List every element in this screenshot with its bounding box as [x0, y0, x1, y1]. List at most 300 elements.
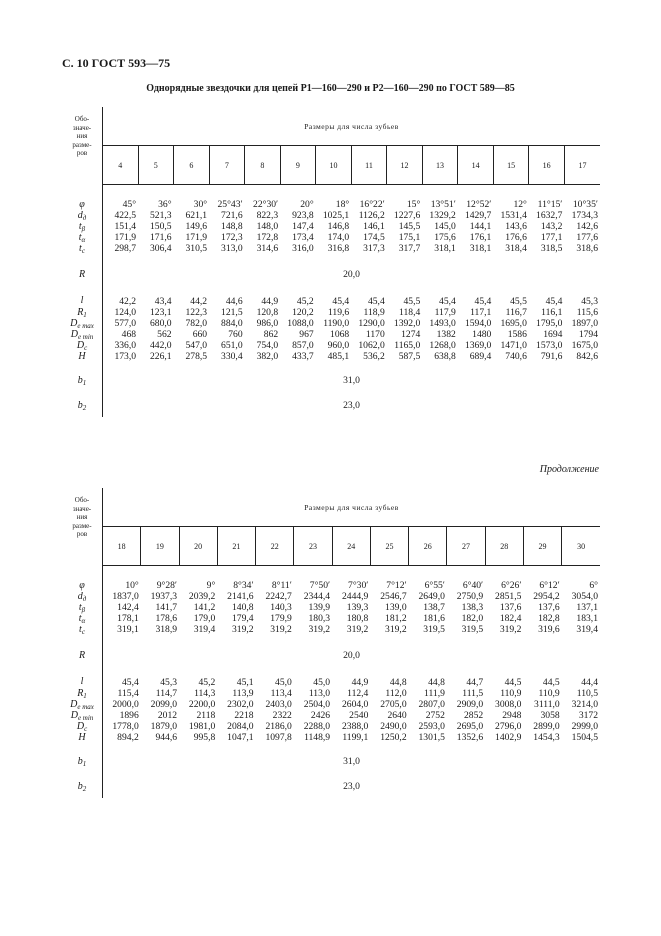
table-cell: 148,8: [221, 221, 243, 233]
table-cell: 44,7: [466, 676, 484, 688]
table-cell: 2504,0: [303, 698, 331, 710]
teeth-count-header: 22: [256, 527, 294, 566]
table-cell: 2851,5: [495, 591, 522, 603]
table-cell: 2186,0: [265, 720, 292, 732]
table-cell: 319,2: [308, 624, 331, 636]
table-cell: 174,0: [327, 232, 350, 244]
row-label: H: [62, 351, 103, 362]
table-cell: 2909,0: [456, 698, 484, 710]
table-cell: 122,3: [185, 306, 208, 318]
table-cell: 16°22′: [359, 199, 385, 211]
teeth-count-header: 12: [387, 146, 423, 185]
table-cell: 1274: [401, 328, 421, 340]
table-cell: 111,9: [424, 687, 445, 699]
row-label: φ: [62, 199, 103, 210]
table-cell: 3054,0: [571, 591, 598, 603]
table-cell: 118,9: [363, 306, 385, 318]
table-cell: 1981,0: [188, 720, 216, 732]
teeth-count-header: 10: [316, 146, 352, 185]
table-row: [62, 340, 600, 351]
table-row: [62, 710, 600, 721]
row-label: $R_1$: [62, 688, 103, 699]
teeth-count-header: 23: [294, 527, 332, 566]
table-row: [62, 613, 600, 624]
table-cell: 314,6: [256, 243, 279, 255]
table-cell: 44,2: [190, 295, 208, 307]
table-cell: 36°: [158, 199, 172, 211]
table-cell: 44,9: [261, 295, 279, 307]
row-label: φ: [62, 580, 103, 591]
table-cell: 140,8: [231, 602, 254, 614]
table-cell: 173,0: [114, 350, 137, 362]
table-cell: 117,1: [470, 306, 492, 318]
table-cell: 146,8: [327, 221, 350, 233]
table-cell: 2012: [157, 709, 178, 721]
table-cell: 894,2: [117, 731, 139, 743]
table-cell: 2242,7: [265, 591, 292, 603]
table-cell: 182,4: [499, 613, 522, 625]
spanning-value: 31,0: [343, 375, 360, 387]
table-row: [62, 732, 600, 743]
table-cell: 182,8: [538, 613, 560, 625]
table-row: [62, 243, 600, 254]
table-row: [62, 688, 600, 699]
table-cell: 6°40′: [462, 580, 484, 592]
table-cell: 147,4: [292, 221, 314, 233]
row-label: $b_2$: [62, 400, 103, 411]
table-cell: 110,9: [500, 687, 522, 699]
table-cell: 319,2: [499, 624, 522, 636]
table-cell: 2141,6: [227, 591, 254, 603]
table-row: [62, 318, 600, 329]
table-cell: 862: [263, 328, 279, 340]
table-cell: 149,6: [185, 221, 208, 233]
table-row: [62, 591, 600, 602]
table-cell: 44,8: [428, 676, 445, 688]
table-cell: 177,6: [576, 232, 598, 244]
table-cell: 120,8: [256, 306, 279, 318]
table-cell: 20°: [300, 199, 314, 211]
table-cell: 1504,5: [571, 731, 598, 743]
table-cell: 7°12′: [386, 580, 407, 592]
table-cell: 141,2: [193, 602, 216, 614]
table-cell: 318,9: [155, 624, 178, 636]
row-label: $b_1$: [62, 756, 103, 767]
teeth-count-header: 18: [103, 527, 141, 566]
table-cell: 319,2: [231, 624, 254, 636]
table-cell: 1329,2: [429, 210, 456, 222]
table-cell: 138,3: [461, 602, 484, 614]
table-cell: 1471,0: [500, 339, 527, 351]
row-label: $d_д$: [62, 591, 103, 602]
table-cell: 25°43′: [217, 199, 243, 211]
table-cell: 318,6: [576, 243, 598, 255]
table-cell: 310,5: [185, 243, 208, 255]
spanning-value: 20,0: [343, 269, 360, 281]
table-cell: 138,7: [423, 602, 445, 614]
table-cell: 171,9: [114, 232, 137, 244]
table-cell: 1896: [119, 709, 139, 721]
table-cell: 2000,0: [112, 698, 139, 710]
table-cell: 298,7: [114, 243, 137, 255]
table-cell: 44,5: [542, 676, 560, 688]
table-cell: 1573,0: [536, 339, 563, 351]
spanning-value: 23,0: [343, 781, 360, 793]
table-cell: 2752: [425, 709, 445, 721]
row-label: $t_с$: [62, 243, 103, 254]
table-cell: 2118: [196, 709, 216, 721]
table-cell: 1402,9: [495, 731, 522, 743]
table-row: [62, 232, 600, 243]
table-cell: 182,0: [461, 613, 484, 625]
table-cell: 1227,6: [393, 210, 421, 222]
table-cell: 117,9: [434, 306, 456, 318]
table-cell: 174,5: [363, 232, 385, 244]
table-cell: 45,4: [474, 295, 492, 307]
row-label: $D_с$: [62, 721, 103, 732]
table-cell: 45,4: [545, 295, 563, 307]
row-label: l: [62, 676, 103, 687]
table-row: [62, 781, 600, 792]
row-label: $R_1$: [62, 307, 103, 318]
table-cell: 12°: [513, 199, 527, 211]
table-cell: 1493,0: [429, 317, 456, 329]
table-cell: 782,0: [185, 317, 208, 329]
table-cell: 2899,0: [533, 720, 560, 732]
table-cell: 2604,0: [341, 698, 369, 710]
table-cell: 137,1: [576, 602, 598, 614]
table-cell: 116,7: [505, 306, 527, 318]
table-cell: 144,1: [469, 221, 492, 233]
table-cell: 6°12′: [539, 580, 560, 592]
table-row: [62, 650, 600, 661]
row-label: l: [62, 295, 103, 306]
table-title: Однорядные звездочки для цепей Р1—160—290 и Р2—160—290 по ГОСТ 589—85: [146, 83, 515, 94]
row-label: $d_д$: [62, 210, 103, 221]
table-cell: 172,8: [256, 232, 279, 244]
table-cell: 226,1: [149, 350, 172, 362]
table-cell: 150,5: [149, 221, 172, 233]
table-cell: 10°: [125, 580, 139, 592]
table-cell: 1794: [578, 328, 598, 340]
table-cell: 842,6: [576, 350, 598, 362]
table-cell: 45,2: [296, 295, 314, 307]
table-cell: 45,0: [313, 676, 331, 688]
table-cell: 319,2: [270, 624, 292, 636]
table-cell: 382,0: [256, 350, 279, 362]
table-cell: 7°50′: [309, 580, 331, 592]
table-cell: 180,8: [346, 613, 369, 625]
row-label: $t_\beta$: [62, 602, 103, 613]
table-row: [62, 400, 600, 411]
table-cell: 143,2: [540, 221, 563, 233]
table-cell: 142,4: [117, 602, 139, 614]
continuation-label: Продолжение: [539, 464, 599, 475]
table-cell: 1734,3: [571, 210, 598, 222]
table-cell: 44,8: [389, 676, 407, 688]
table-row: [62, 375, 600, 386]
table-cell: 2084,0: [227, 720, 254, 732]
table-cell: 316,0: [292, 243, 314, 255]
table-cell: 45,1: [236, 676, 254, 688]
table-cell: 857,0: [292, 339, 314, 351]
table-row: [62, 756, 600, 767]
table-cell: 45,2: [198, 676, 216, 688]
table-cell: 176,6: [505, 232, 527, 244]
table-cell: 986,0: [256, 317, 279, 329]
table-cell: 178,6: [155, 613, 178, 625]
teeth-count-header: 5: [138, 146, 174, 185]
table-cell: 2954,2: [533, 591, 560, 603]
row-label: $D_{е min}$: [62, 329, 103, 340]
table-cell: 175,6: [434, 232, 456, 244]
table-cell: 148,0: [256, 221, 279, 233]
table-cell: 562: [157, 328, 172, 340]
row-label: R: [62, 269, 103, 280]
table-cell: 6°: [589, 580, 598, 592]
table-cell: 547,0: [185, 339, 208, 351]
table-cell: 318,5: [540, 243, 563, 255]
table-cell: 44,5: [504, 676, 522, 688]
table-cell: 45,4: [121, 676, 139, 688]
table-cell: 1190,0: [323, 317, 350, 329]
teeth-count-header: 26: [409, 527, 447, 566]
table-row: [62, 295, 600, 306]
teeth-count-header: 19: [141, 527, 179, 566]
spanning-value: 23,0: [343, 400, 360, 412]
table-cell: 179,4: [231, 613, 254, 625]
table-cell: 2322: [272, 709, 292, 721]
table-cell: 43,4: [154, 295, 172, 307]
table-cell: 6°26′: [501, 580, 522, 592]
table-cell: 18°: [335, 199, 350, 211]
table-cell: 12°52′: [466, 199, 492, 211]
table-cell: 2750,9: [456, 591, 484, 603]
table-cell: 651,0: [221, 339, 243, 351]
row-label: $t_\beta$: [62, 221, 103, 232]
table-cell: 114,3: [194, 687, 216, 699]
teeth-count-header: 13: [422, 146, 458, 185]
table-cell: 2444,9: [341, 591, 369, 603]
table-cell: 1937,3: [150, 591, 178, 603]
table-cell: 15°: [406, 199, 421, 211]
table-cell: 176,1: [469, 232, 492, 244]
row-label: R: [62, 650, 103, 661]
teeth-count-header: 11: [351, 146, 387, 185]
table-cell: 7°30′: [348, 580, 369, 592]
table-cell: 121,5: [221, 306, 243, 318]
table-cell: 638,8: [434, 350, 456, 362]
table-cell: 278,5: [185, 350, 208, 362]
table-cell: 1879,0: [150, 720, 178, 732]
table-cell: 1632,7: [536, 210, 563, 222]
table-cell: 319,2: [385, 624, 407, 636]
table-cell: 689,4: [469, 350, 492, 362]
table-row: [62, 210, 600, 221]
table-cell: 44,9: [351, 676, 369, 688]
table-row: [62, 221, 600, 232]
table-cell: 139,3: [346, 602, 369, 614]
table-cell: 2999,0: [571, 720, 598, 732]
table-cell: 2200,0: [188, 698, 216, 710]
teeth-count-header: 9: [280, 146, 316, 185]
table-cell: 8°34′: [233, 580, 254, 592]
table-cell: 113,4: [270, 687, 292, 699]
table-cell: 30°: [193, 199, 208, 211]
teeth-count-header: 15: [493, 146, 529, 185]
table-cell: 316,8: [327, 243, 350, 255]
teeth-count-header: 21: [217, 527, 255, 566]
table-cell: 967: [299, 328, 314, 340]
table-cell: 113,9: [232, 687, 254, 699]
table-cell: 1675,0: [571, 339, 598, 351]
table-cell: 621,1: [185, 210, 208, 222]
row-label: $D_{е max}$: [62, 318, 103, 329]
table-cell: 319,4: [576, 624, 598, 636]
table-cell: 45,3: [160, 676, 178, 688]
teeth-count-header: 7: [209, 146, 245, 185]
table-cell: 177,1: [540, 232, 563, 244]
table-cell: 422,5: [114, 210, 137, 222]
table-row: [62, 329, 600, 340]
table-cell: 740,6: [505, 350, 527, 362]
table-cell: 3008,0: [495, 698, 522, 710]
table-cell: 137,6: [538, 602, 560, 614]
table-cell: 721,6: [221, 210, 243, 222]
table-cell: 1047,1: [227, 731, 254, 743]
table-cell: 1480: [472, 328, 492, 340]
table-cell: 2490,0: [380, 720, 407, 732]
row-label: $t_с$: [62, 624, 103, 635]
row-label: $D_{е min}$: [62, 710, 103, 721]
table-cell: 1126,2: [358, 210, 385, 222]
table-cell: 44,4: [581, 676, 598, 688]
teeth-count-header: 29: [523, 527, 561, 566]
table-cell: 1382: [436, 328, 456, 340]
table-cell: 8°11′: [271, 580, 292, 592]
table-row: [62, 580, 600, 591]
table-cell: 111,5: [462, 687, 484, 699]
table-cell: 1088,0: [287, 317, 314, 329]
table-cell: 45,4: [367, 295, 385, 307]
table-cell: 181,2: [385, 613, 407, 625]
table-cell: 171,6: [149, 232, 172, 244]
table-cell: 146,1: [363, 221, 385, 233]
table-cell: 178,1: [117, 613, 139, 625]
table-cell: 2649,0: [418, 591, 445, 603]
table-cell: 2302,0: [227, 698, 254, 710]
table-cell: 521,3: [149, 210, 172, 222]
table-cell: 112,4: [347, 687, 369, 699]
table-cell: 577,0: [114, 317, 137, 329]
table-cell: 45,5: [510, 295, 527, 307]
row-label: H: [62, 732, 103, 743]
table-cell: 318,1: [434, 243, 456, 255]
table-cell: 3111,0: [534, 698, 560, 710]
teeth-count-header: 28: [485, 527, 523, 566]
table-cell: 587,5: [398, 350, 421, 362]
table-cell: 995,8: [193, 731, 216, 743]
table-cell: 171,9: [185, 232, 208, 244]
table-cell: 2099,0: [150, 698, 178, 710]
table-cell: 1454,3: [533, 731, 560, 743]
table-cell: 319,4: [193, 624, 216, 636]
row-label: $b_1$: [62, 375, 103, 386]
table-cell: 181,6: [423, 613, 445, 625]
table-cell: 822,3: [256, 210, 279, 222]
table-cell: 141,7: [155, 602, 178, 614]
table-cell: 1097,8: [265, 731, 292, 743]
table-cell: 1897,0: [571, 317, 598, 329]
table-cell: 2640: [387, 709, 407, 721]
table-cell: 143,6: [505, 221, 527, 233]
table-cell: 468: [121, 328, 137, 340]
teeth-count-header: 4: [103, 146, 139, 185]
table-cell: 318,1: [469, 243, 492, 255]
table-cell: 179,9: [270, 613, 292, 625]
table-cell: 884,0: [221, 317, 243, 329]
table-cell: 114,7: [155, 687, 178, 699]
table-cell: 433,7: [292, 350, 314, 362]
table-cell: 317,7: [398, 243, 421, 255]
label-column-header: Обо- значе- ния разме- ров: [62, 107, 103, 185]
table-cell: 791,6: [540, 350, 563, 362]
table-cell: 2593,0: [418, 720, 445, 732]
table-cell: 1695,0: [500, 317, 527, 329]
table-cell: 313,0: [221, 243, 243, 255]
table-cell: 319,6: [538, 624, 560, 636]
table-cell: 112,0: [385, 687, 407, 699]
table-cell: 680,0: [149, 317, 172, 329]
row-label: $t_\alpha$: [62, 613, 103, 624]
table-cell: 330,4: [221, 350, 243, 362]
table-row: [62, 721, 600, 732]
table-cell: 1290,0: [358, 317, 385, 329]
table-cell: 45,4: [439, 295, 456, 307]
size-header: Размеры для числа зубьев: [103, 488, 601, 527]
table-cell: 319,1: [117, 624, 139, 636]
table-cell: 45,4: [332, 295, 350, 307]
table-cell: 2695,0: [456, 720, 484, 732]
label-column-header: Обо- значе- ния разме- ров: [62, 488, 103, 566]
table-cell: 180,3: [308, 613, 331, 625]
spanning-value: 20,0: [343, 650, 360, 662]
table-cell: 1694: [543, 328, 563, 340]
table-cell: 110,5: [576, 687, 598, 699]
table-cell: 3172: [578, 709, 598, 721]
table-cell: 2344,4: [303, 591, 331, 603]
table-cell: 1837,0: [112, 591, 139, 603]
table-cell: 2546,7: [380, 591, 407, 603]
teeth-count-header: 20: [179, 527, 217, 566]
teeth-count-header: 14: [458, 146, 494, 185]
table-cell: 1586: [507, 328, 527, 340]
table-cell: 1531,4: [500, 210, 527, 222]
table-cell: 9°28′: [156, 580, 178, 592]
table-row: [62, 699, 600, 710]
table-cell: 145,0: [434, 221, 456, 233]
table-cell: 124,0: [114, 306, 137, 318]
table-cell: 6°55′: [424, 580, 445, 592]
table-cell: 45°: [122, 199, 137, 211]
table-cell: 42,2: [119, 295, 137, 307]
table-cell: 137,6: [499, 602, 522, 614]
table-cell: 120,2: [292, 306, 314, 318]
table-cell: 1369,0: [464, 339, 492, 351]
table-cell: 1392,0: [393, 317, 421, 329]
table-cell: 113,0: [308, 687, 331, 699]
table-cell: 179,0: [193, 613, 216, 625]
